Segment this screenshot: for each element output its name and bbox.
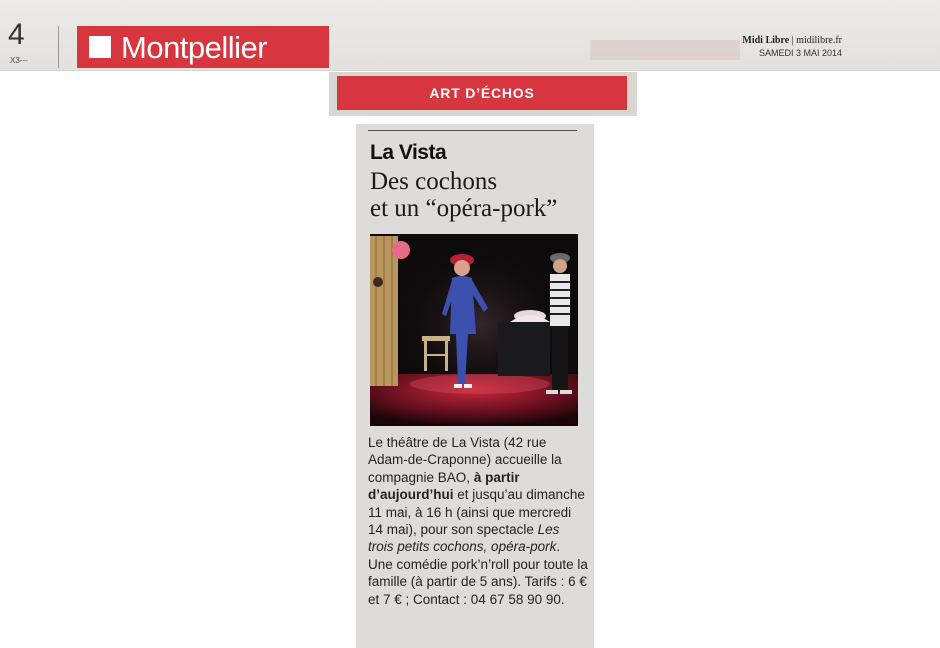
edition-code: X3--- [10,56,28,65]
article-top-rule [368,130,577,131]
publication-info [742,35,842,58]
body-part-1: Le théâtre de La Vista (42 rue Adam-de-Craponne) accueille la compagnie BAO, [368,435,562,485]
stage-photo [370,234,578,426]
article-clipping [356,124,594,648]
publication-site: midilibre.fr [796,35,842,46]
body-part-3: . Une comédie pork’n’roll pour toute la famille (à partir de 5 ans). Tarifs : 6 € et 7 € ; Contact : 04 67 58 90 90. [368,539,588,607]
body-part-2: et jusqu’au dimanche 11 mai, à 16 h (ainsi que mercredi 14 mai), pour son spectacle [368,487,585,538]
publication-name: Midi Libre [742,35,790,46]
headline-line-2: et un “opéra-pork” [370,195,558,222]
headline-line-1: Des cochons [370,168,498,195]
page-number: 4 [8,18,25,51]
article-headline [370,168,590,222]
body-show-title: Les trois petits cochons, opéra-pork [368,522,560,555]
publication-separator: | [791,35,797,46]
rubric-frame [329,72,637,116]
faint-bleed-through [590,40,740,60]
rubric-banner [337,76,627,110]
newspaper-header [0,0,940,71]
article-kicker: La Vista [370,141,447,164]
section-banner [77,26,329,68]
stage-photo-image [370,234,578,426]
publication-date: SAMEDI 3 MAI 2014 [758,48,842,58]
body-bold-phrase: à partir d’aujourd’hui [368,469,520,503]
section-square-icon [89,36,111,58]
article-body [368,434,588,608]
rubric-label: ART D’ÉCHOS [429,85,535,101]
publication-line [742,35,842,46]
header-divider [58,26,59,68]
section-title: Montpellier [121,29,268,65]
